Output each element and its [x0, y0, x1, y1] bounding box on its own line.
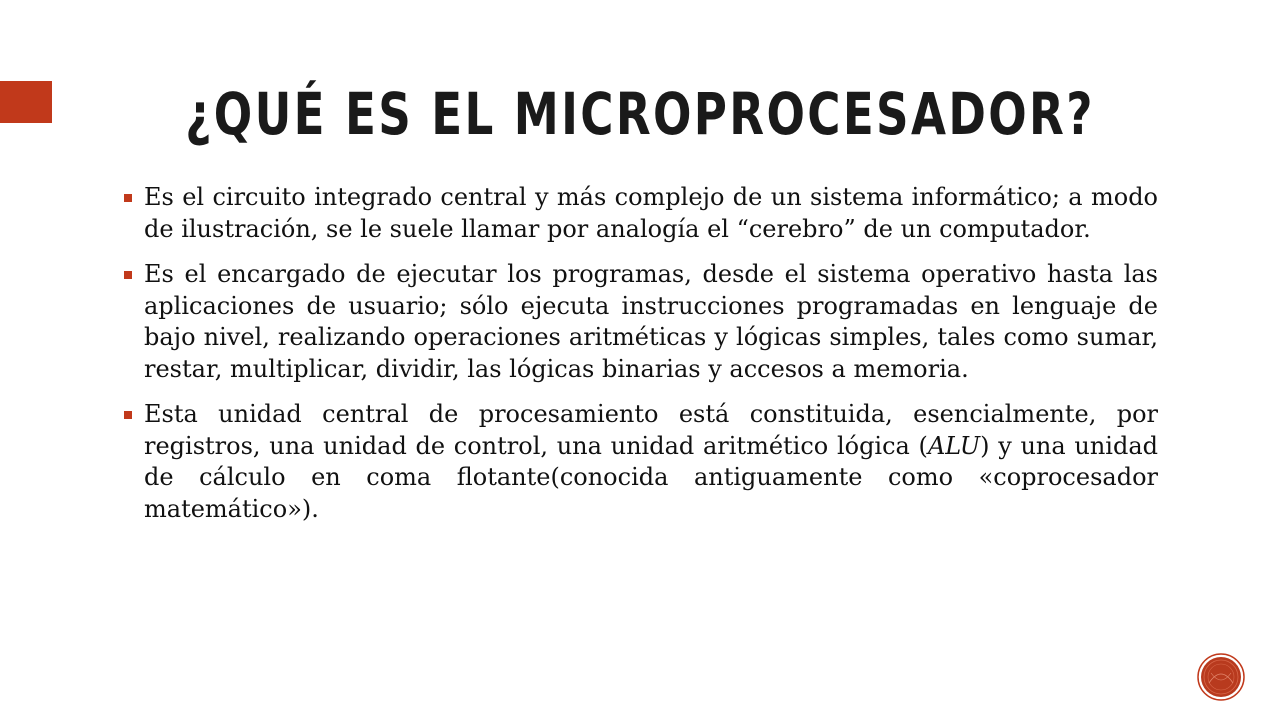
bullet-item [122, 182, 1158, 245]
bullet-text-italic: ALU [927, 431, 981, 460]
bullet-item [122, 259, 1158, 385]
bullet-text-start: Esta unidad central de procesamiento está constituida, esencialmente, por registros, una unidad de control, una unidad aritmético lógica ( [144, 400, 1158, 460]
accent-corner-block [0, 81, 52, 123]
circular-logo-icon [1197, 653, 1245, 701]
square-bullet-icon [124, 271, 132, 279]
bullet-item [122, 399, 1158, 525]
bullet-text: Es el encargado de ejecutar los programas, desde el sistema operativo hasta las aplicaciones de usuario; sólo ejecuta instrucciones programadas en lenguaje de bajo nivel, realizando operaciones aritméticas y lógicas simples, tales como sumar, restar, multiplicar, dividir, las lógicas binarias y accesos a memoria. [144, 260, 1158, 383]
bullet-text: Es el circuito integrado central y más complejo de un sistema informático; a modo de ilustración, se le suele llamar por analogía el “cerebro” de un computador. [144, 183, 1158, 243]
square-bullet-icon [124, 194, 132, 202]
bullet-list [122, 182, 1158, 539]
slide-title: ¿QUÉ ES EL MICROPROCESADOR? [185, 80, 1095, 148]
bullet-text-end: ) y una unidad de cálculo en coma flotante(conocida antiguamente como «coprocesador matemático»). [144, 431, 1159, 523]
square-bullet-icon [124, 411, 132, 419]
